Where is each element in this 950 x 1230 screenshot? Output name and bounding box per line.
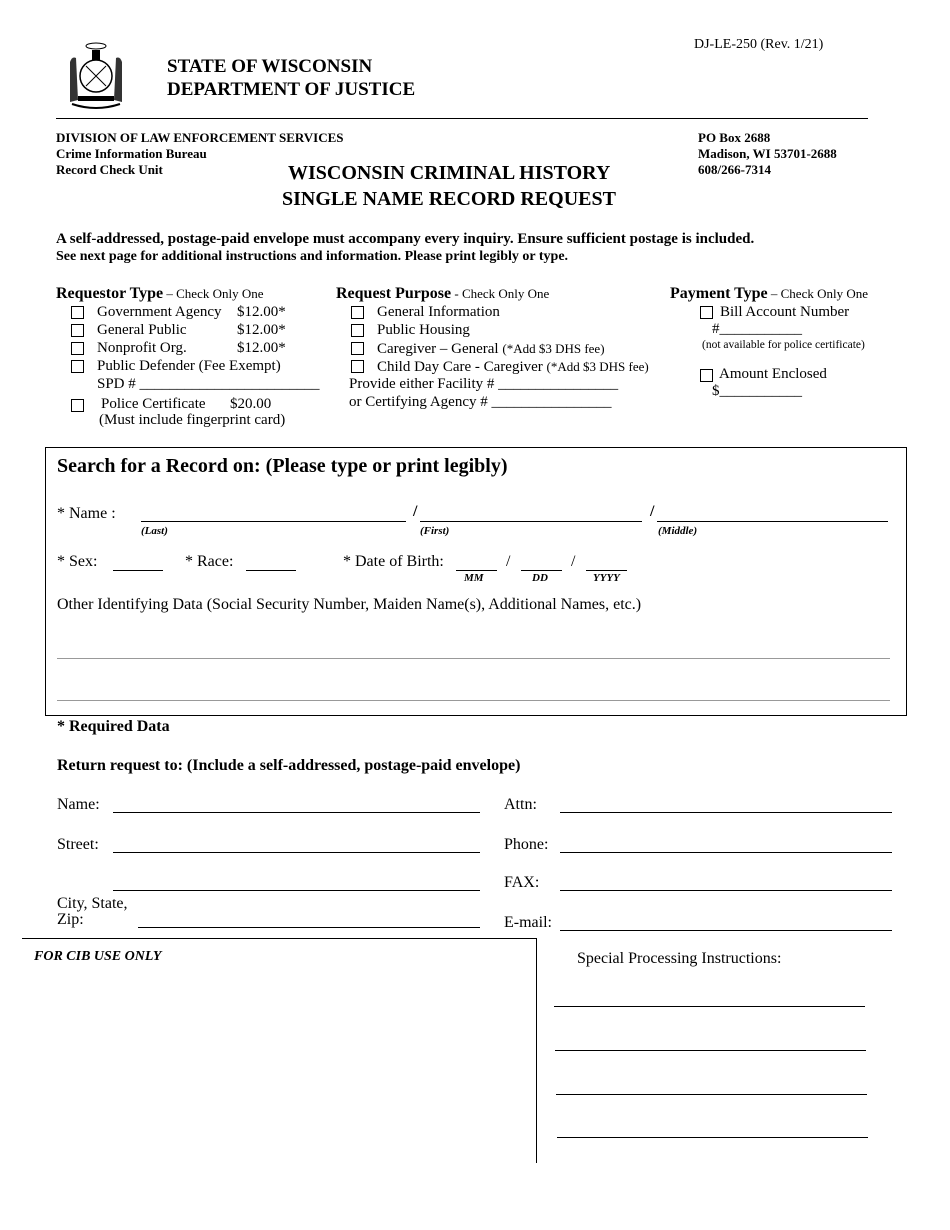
purpose-heading: Request Purpose - Check Only One (336, 285, 550, 302)
police-certificate-fee: $20.00 (230, 396, 272, 412)
division-bureau: Crime Information Bureau (56, 146, 207, 161)
requestor-checkbox-government[interactable] (71, 306, 84, 319)
last-name-input[interactable] (141, 521, 406, 522)
yyyy-label: YYYY (593, 572, 620, 584)
middle-label: (Middle) (658, 525, 698, 537)
requestor-heading: Requestor Type – Check Only One (56, 285, 264, 302)
return-city-label: City, State, (57, 895, 128, 912)
purpose-checkbox-caregiver[interactable] (351, 342, 364, 355)
purpose-option-label: General Information (377, 304, 500, 320)
dob-label: * Date of Birth: (343, 553, 444, 570)
return-street-input[interactable] (113, 852, 480, 853)
cib-use-label: FOR CIB USE ONLY (34, 949, 162, 964)
requestor-checkbox-public[interactable] (71, 324, 84, 337)
return-phone-label: Phone: (504, 836, 549, 853)
address-phone: 608/266-7314 (698, 162, 771, 177)
amount-enclosed-field[interactable]: $___________ (712, 383, 802, 399)
dob-separator: / (571, 553, 576, 570)
requestor-checkbox-nonprofit[interactable] (71, 342, 84, 355)
requestor-option-label: Nonprofit Org. (97, 340, 187, 356)
payment-checkbox-bill[interactable] (700, 306, 713, 319)
mm-label: MM (464, 572, 484, 584)
police-certificate-note: (Must include fingerprint card) (99, 412, 286, 428)
first-name-input[interactable] (420, 521, 642, 522)
return-city-input[interactable] (138, 927, 480, 928)
return-fax-label: FAX: (504, 874, 540, 891)
sex-label: * Sex: (57, 553, 98, 570)
special-instructions-line[interactable] (554, 1006, 865, 1007)
special-instructions-line[interactable] (557, 1137, 868, 1138)
spd-field[interactable]: SPD # ________________________ (97, 376, 320, 392)
return-street-label: Street: (57, 836, 99, 853)
sex-input[interactable] (113, 570, 163, 571)
requestor-checkbox-defender[interactable] (71, 360, 84, 373)
requestor-checkbox-police[interactable] (71, 399, 84, 412)
requestor-option-label: Government Agency (97, 304, 222, 320)
required-data-note: * Required Data (57, 718, 170, 735)
address-pobox: PO Box 2688 (698, 130, 771, 145)
address-city: Madison, WI 53701-2688 (698, 146, 837, 161)
last-label: (Last) (141, 525, 168, 537)
cib-vertical-divider (536, 938, 537, 1163)
agency-field[interactable]: or Certifying Agency # ________________ (349, 394, 612, 410)
return-attn-label: Attn: (504, 796, 537, 813)
division-name: DIVISION OF LAW ENFORCEMENT SERVICES (56, 130, 344, 145)
other-identifying-label: Other Identifying Data (Social Security Number, Maiden Name(s), Additional Names, etc.) (57, 596, 642, 613)
special-instructions-line[interactable] (555, 1050, 866, 1051)
bill-account-label: Bill Account Number (720, 304, 850, 320)
form-title-line1: WISCONSIN CRIMINAL HISTORY (288, 162, 611, 184)
wisconsin-seal-icon (64, 40, 128, 112)
purpose-checkbox-housing[interactable] (351, 324, 364, 337)
name-label: * Name : (57, 505, 116, 522)
return-street2-input[interactable] (113, 890, 480, 891)
header-divider (56, 118, 868, 119)
middle-name-input[interactable] (657, 521, 888, 522)
police-certificate-label: Police Certificate (101, 396, 206, 412)
requestor-option-label: General Public (97, 322, 187, 338)
notice-line2: See next page for additional instructions and information. Please print legibly or type. (56, 249, 569, 264)
race-input[interactable] (246, 570, 296, 571)
return-email-label: E-mail: (504, 914, 552, 931)
search-heading: Search for a Record on: (Please type or print legibly) (57, 455, 508, 477)
payment-heading: Payment Type – Check Only One (670, 285, 868, 302)
special-instructions-line[interactable] (556, 1094, 867, 1095)
purpose-checkbox-general[interactable] (351, 306, 364, 319)
facility-field[interactable]: Provide either Facility # ________________ (349, 376, 619, 392)
return-fax-input[interactable] (560, 890, 892, 891)
return-zip-label: Zip: (57, 911, 84, 928)
requestor-option-fee: $12.00* (237, 322, 286, 338)
form-title-line2: SINGLE NAME RECORD REQUEST (282, 188, 616, 210)
name-separator: / (650, 503, 655, 520)
dob-separator: / (506, 553, 511, 570)
first-label: (First) (420, 525, 450, 537)
requestor-option-label: Public Defender (Fee Exempt) (97, 358, 281, 374)
return-phone-input[interactable] (560, 852, 892, 853)
dob-day-input[interactable] (521, 570, 562, 571)
cib-divider (22, 938, 537, 939)
return-email-input[interactable] (560, 930, 892, 931)
special-instructions-label: Special Processing Instructions: (577, 950, 782, 967)
requestor-option-fee: $12.00* (237, 340, 286, 356)
notice-line1: A self-addressed, postage-paid envelope must accompany every inquiry. Ensure sufficient postage is included. (56, 231, 755, 247)
return-attn-input[interactable] (560, 812, 892, 813)
requestor-option-fee: $12.00* (237, 304, 286, 320)
bill-account-field[interactable]: #___________ (712, 321, 802, 337)
purpose-option-label: Public Housing (377, 322, 470, 338)
division-unit: Record Check Unit (56, 162, 163, 177)
amount-enclosed-label: Amount Enclosed (719, 366, 827, 382)
dob-year-input[interactable] (586, 570, 627, 571)
purpose-option-caregiver: Caregiver – General (*Add $3 DHS fee) (377, 341, 605, 357)
other-data-line-1[interactable] (57, 658, 890, 659)
bill-account-note: (not available for police certificate) (702, 339, 865, 351)
dob-month-input[interactable] (456, 570, 497, 571)
return-name-input[interactable] (113, 812, 480, 813)
dd-label: DD (532, 572, 548, 584)
name-separator: / (413, 503, 418, 520)
race-label: * Race: (185, 553, 234, 570)
payment-checkbox-amount[interactable] (700, 369, 713, 382)
purpose-checkbox-daycare[interactable] (351, 360, 364, 373)
return-name-label: Name: (57, 796, 100, 813)
other-data-line-2[interactable] (57, 700, 890, 701)
state-title: STATE OF WISCONSIN (167, 56, 373, 77)
form-id: DJ-LE-250 (Rev. 1/21) (694, 37, 824, 52)
purpose-option-daycare: Child Day Care - Caregiver (*Add $3 DHS fee) (377, 359, 649, 375)
department-title: DEPARTMENT OF JUSTICE (167, 79, 416, 100)
return-heading: Return request to: (Include a self-addressed, postage-paid envelope) (57, 757, 521, 774)
